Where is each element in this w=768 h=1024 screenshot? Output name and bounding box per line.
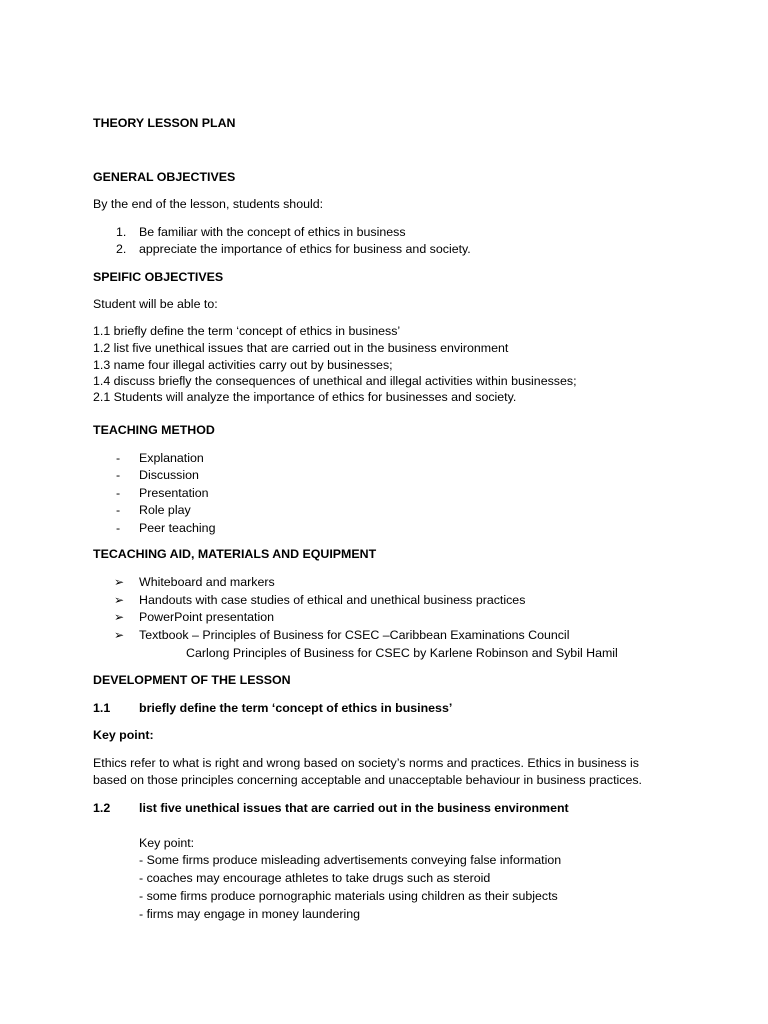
teaching-method-item: Peer teaching <box>139 521 216 535</box>
teaching-aids-heading: TECACHING AID, MATERIALS AND EQUIPMENT <box>93 547 377 561</box>
general-objectives-heading: GENERAL OBJECTIVES <box>93 170 236 184</box>
dash-marker: - <box>116 451 121 465</box>
specific-objective-item: 2.1 Students will analyze the importance of ethics for businesses and society. <box>93 390 517 404</box>
arrow-bullet-icon: ➢ <box>114 610 125 624</box>
teaching-method-item: Role play <box>139 503 191 517</box>
specific-objective-item: 1.4 discuss briefly the consequences of unethical and illegal activities within businesses; <box>93 374 577 388</box>
specific-objective-item: 1.3 name four illegal activities carry out by businesses; <box>93 358 393 372</box>
dash-marker: - <box>116 486 121 500</box>
key-point-label: Key point: <box>93 728 154 742</box>
general-objective-item: Be familiar with the concept of ethics in business <box>139 225 406 239</box>
section-number: 1.1 <box>93 701 111 715</box>
dash-marker: - <box>116 503 121 517</box>
arrow-bullet-icon: ➢ <box>114 628 125 642</box>
arrow-bullet-icon: ➢ <box>114 575 125 589</box>
key-point-item: - some firms produce pornographic materials using children as their subjects <box>139 889 558 903</box>
section-title: list five unethical issues that are carried out in the business environment <box>139 801 569 815</box>
dash-marker: - <box>116 468 121 482</box>
key-point-label: Key point: <box>139 836 195 850</box>
specific-objectives-heading: SPEIFIC OBJECTIVES <box>93 270 224 284</box>
specific-objective-item: 1.1 briefly define the term ‘concept of ethics in business’ <box>93 324 401 338</box>
teaching-aid-item: Handouts with case studies of ethical and unethical business practices <box>139 593 526 607</box>
teaching-aid-item: Textbook – Principles of Business for CSEC –Caribbean Examinations Council <box>139 628 570 642</box>
key-point-item: - coaches may encourage athletes to take drugs such as steroid <box>139 871 491 885</box>
dash-marker: - <box>116 521 121 535</box>
general-objectives-intro: By the end of the lesson, students should: <box>93 197 324 211</box>
section-title: briefly define the term ‘concept of ethics in business’ <box>139 701 453 715</box>
key-point-item: - Some firms produce misleading advertisements conveying false information <box>139 853 562 867</box>
teaching-method-item: Discussion <box>139 468 199 482</box>
list-number: 1. <box>116 225 127 239</box>
list-number: 2. <box>116 242 127 256</box>
specific-objectives-intro: Student will be able to: <box>93 297 218 311</box>
teaching-method-item: Explanation <box>139 451 204 465</box>
general-objective-item: appreciate the importance of ethics for business and society. <box>139 242 471 256</box>
development-heading: DEVELOPMENT OF THE LESSON <box>93 673 291 687</box>
teaching-method-item: Presentation <box>139 486 209 500</box>
teaching-aid-item: Whiteboard and markers <box>139 575 275 589</box>
key-point-item: - firms may engage in money laundering <box>139 907 361 921</box>
teaching-method-heading: TEACHING METHOD <box>93 423 215 437</box>
teaching-aid-continuation: Carlong Principles of Business for CSEC by Karlene Robinson and Sybil Hamil <box>186 646 618 660</box>
teaching-aid-item: PowerPoint presentation <box>139 610 275 624</box>
arrow-bullet-icon: ➢ <box>114 593 125 607</box>
specific-objective-item: 1.2 list five unethical issues that are carried out in the business environment <box>93 341 509 355</box>
document-title: THEORY LESSON PLAN <box>93 116 236 130</box>
section-number: 1.2 <box>93 801 111 815</box>
paragraph-line: Ethics refer to what is right and wrong based on society’s norms and practices. Ethics in business is <box>93 756 639 770</box>
paragraph-line: based on those principles concerning acceptable and unacceptable behaviour in business practices. <box>93 773 642 787</box>
